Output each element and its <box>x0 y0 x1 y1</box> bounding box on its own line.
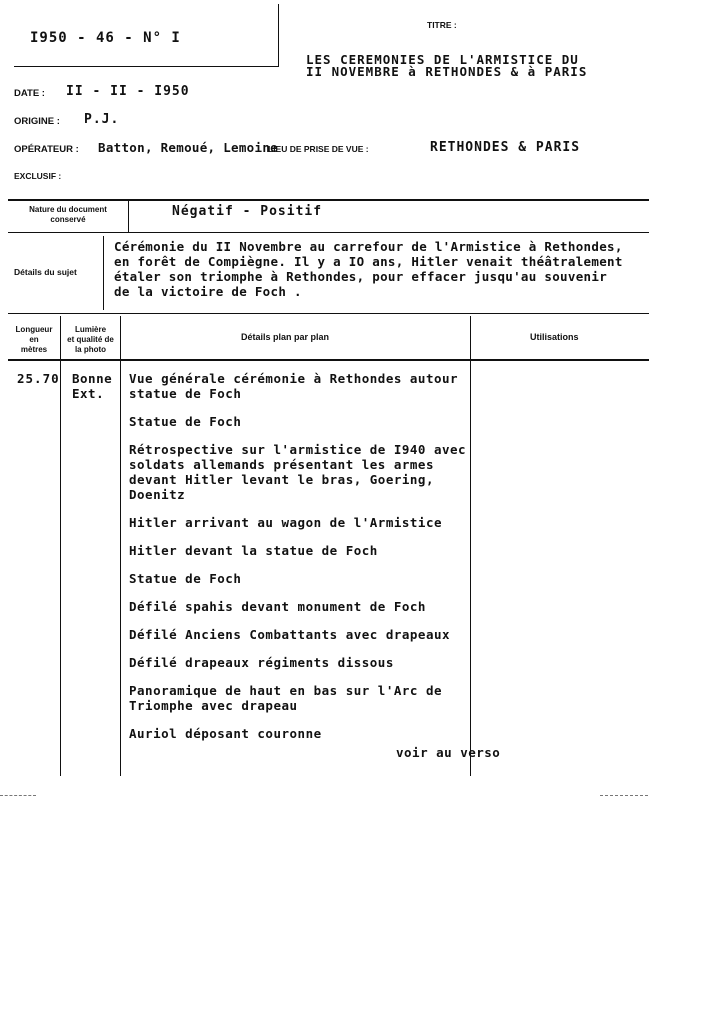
shot-line: soldats allemands présentant les armes <box>129 457 434 472</box>
shot <box>129 515 489 530</box>
header-utilisations: Utilisations <box>530 332 579 342</box>
shot-line: Hitler devant la statue de Foch <box>129 543 378 558</box>
header-lumiere-line: et qualité de <box>67 335 114 344</box>
shot-line: Vue générale cérémonie à Rethondes autour <box>129 371 459 386</box>
shot-line: Panoramique de haut en bas sur l'Arc de <box>129 683 442 698</box>
nature-label <box>8 205 128 225</box>
header-longueur-line: Longueur <box>15 325 53 334</box>
header-lumiere-line: Lumière <box>74 325 107 334</box>
rule-top <box>8 199 649 201</box>
shot-line: Triomphe avec drapeau <box>129 698 298 713</box>
title-line-2: II NOVEMBRE à RETHONDES & à PARIS <box>306 64 588 79</box>
reference-number: I950 - 46 - N° I <box>30 30 181 46</box>
details-text <box>114 239 623 299</box>
origine-label: ORIGINE : <box>14 116 60 127</box>
nature-label-line-1: Nature du document <box>29 205 107 214</box>
header-longueur <box>8 325 60 355</box>
shot <box>129 414 489 429</box>
header-lumiere-line: la photo <box>74 345 107 354</box>
lumiere-line: Ext. <box>72 386 105 401</box>
shot-line: Doenitz <box>129 487 186 502</box>
date-label: DATE : <box>14 88 45 99</box>
header-longueur-line: en <box>29 335 39 344</box>
header-longueur-line: mètres <box>20 345 48 354</box>
shot-line: Défilé drapeaux régiments dissous <box>129 655 394 670</box>
details-line: Cérémonie du II Novembre au carrefour de l'Armistice à Rethondes, <box>114 239 623 254</box>
details-line: étaler son triomphe à Rethondes, pour effacer jusqu'au souvenir <box>114 269 608 284</box>
rule-nature <box>8 232 649 233</box>
shot <box>129 655 489 670</box>
shot-line: devant Hitler levant le bras, Goering, <box>129 472 434 487</box>
shot-list <box>129 371 489 741</box>
header-box-bottom <box>14 66 279 67</box>
details-label: Détails du sujet <box>14 267 77 277</box>
shot-line: Défilé spahis devant monument de Foch <box>129 599 426 614</box>
shot-line: Rétrospective sur l'armistice de I940 avec <box>129 442 467 457</box>
shot <box>129 627 489 642</box>
titre-label: TITRE : <box>427 20 457 30</box>
rule-details <box>8 313 649 314</box>
exclusif-label: EXCLUSIF : <box>14 171 62 181</box>
header-details: Détails plan par plan <box>241 332 330 342</box>
lumiere-line: Bonne <box>72 371 113 386</box>
lumiere-value <box>72 371 112 401</box>
details-line: de la victoire de Foch . <box>114 284 302 299</box>
nature-value: Négatif - Positif <box>172 204 323 219</box>
shot <box>129 726 489 741</box>
lieu-label: LIEU DE PRISE DE VUE : <box>268 144 369 154</box>
shot <box>129 442 489 502</box>
operateur-value: Batton, Remoué, Lemoine <box>98 140 278 155</box>
details-line: en forêt de Compiègne. Il y a IO ans, Hitler venait théâtralement <box>114 254 623 269</box>
shot <box>129 571 489 586</box>
fold-line-left <box>0 795 36 797</box>
lieu-value: RETHONDES & PARIS <box>430 140 581 155</box>
voir-au-verso: voir au verso <box>396 745 501 760</box>
shot-line: statue de Foch <box>129 386 242 401</box>
shot-line: Défilé Anciens Combattants avec drapeaux <box>129 627 451 642</box>
shot <box>129 371 489 401</box>
longueur-value: 25.70 <box>17 371 60 386</box>
shot-line: Auriol déposant couronne <box>129 726 322 741</box>
shot <box>129 599 489 614</box>
nature-label-line-2: conservé <box>50 215 86 224</box>
vline-col2 <box>120 316 121 776</box>
shot <box>129 683 489 713</box>
shot-line: Statue de Foch <box>129 571 242 586</box>
shot-line: Hitler arrivant au wagon de l'Armistice <box>129 515 442 530</box>
rule-header <box>8 359 649 361</box>
fold-line-right <box>600 795 648 797</box>
vline-details <box>103 236 104 310</box>
vline-nature <box>128 200 129 233</box>
title-line-1: LES CEREMONIES DE L'ARMISTICE DU <box>306 52 579 67</box>
origine-value: P.J. <box>84 112 120 127</box>
date-value: II - II - I950 <box>66 84 190 99</box>
shot-line: Statue de Foch <box>129 414 242 429</box>
shot <box>129 543 489 558</box>
header-lumiere <box>61 325 120 355</box>
header-box-right <box>278 4 279 67</box>
vline-col1 <box>60 316 61 776</box>
operateur-label: OPÉRATEUR : <box>14 144 79 155</box>
